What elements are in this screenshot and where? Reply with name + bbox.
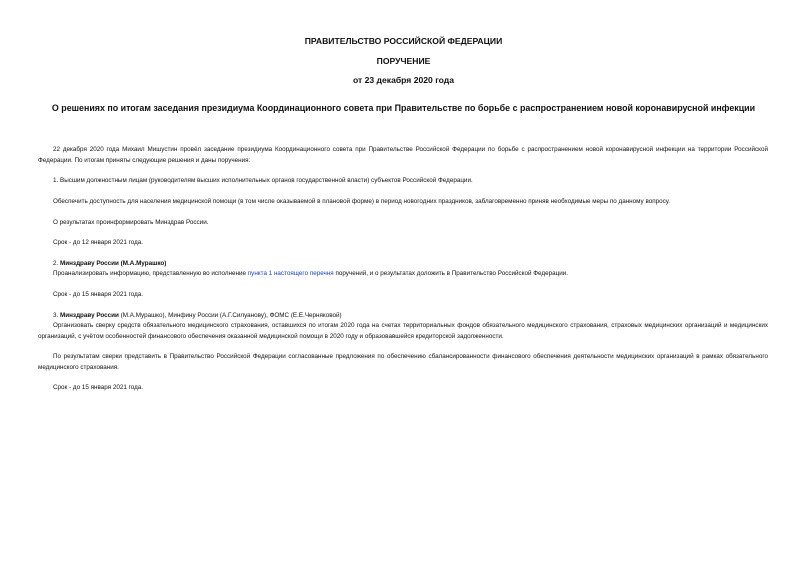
- item2-addressee: Минздраву России (М.А.Мурашко): [60, 260, 167, 267]
- item1-task: Обеспечить доступность для населения медицинской помощи (в том числе оказываемой в плановой форме) в период новогодних праздников, заблаговременно приняв необходимые меры по данному вопросу.: [53, 198, 671, 205]
- document-date: от 23 декабря 2020 года: [352, 75, 455, 85]
- item3-other-addressees: (М.А.Мурашко), Минфину России (А.Г.Силуанову), ФОМС (Е.Е.Черняковой): [118, 312, 342, 319]
- item2-number: 2.: [53, 260, 61, 267]
- document-subject: О решениях по итогам заседания президиума Координационного совета при Правительстве по борьбе с распространением новой коронавирусной инфекции: [51, 103, 756, 113]
- item2-reference-link[interactable]: пункта 1 настоящего перечня: [247, 270, 334, 277]
- item2-task-after: поручений, и о результатах доложить в Правительство Российской Федерации.: [333, 270, 568, 277]
- item2-deadline: Срок - до 15 января 2021 года.: [53, 291, 144, 298]
- item2-task: [38, 269, 768, 280]
- item1-report: О результатах проинформировать Минздрав России.: [53, 219, 209, 226]
- item3-task: Организовать сверку средств обязательного медицинского страхования, оставшихся по итогам 2020 года на счетах территориальных фондов обязательного медицинского страхования, страховых медицинских организаций и медицинских организаций, с учётом особенностей финансового обеспечения оказанной медицинской помощи в 2020 году и образовавшейся кредиторской задолженности.: [38, 322, 768, 340]
- item1-deadline: Срок - до 12 января 2021 года.: [53, 239, 144, 246]
- item3-deadline: Срок - до 15 января 2021 года.: [53, 384, 144, 391]
- item3-number: 3.: [53, 312, 61, 319]
- item3-addressee: Минздраву России: [60, 312, 119, 319]
- government-heading: ПРАВИТЕЛЬСТВО РОССИЙСКОЙ ФЕДЕРАЦИИ: [304, 36, 503, 46]
- item2-task-before: Проанализировать информацию, представленную во исполнение: [53, 270, 248, 277]
- item1-addressee: 1. Высшим должностным лицам (руководителям высших исполнительных органов государственной власти) субъектов Российской Федерации.: [53, 177, 473, 184]
- document-type-heading: ПОРУЧЕНИЕ: [376, 56, 431, 66]
- item2-header: [38, 259, 768, 270]
- intro-paragraph: 22 декабря 2020 года Михаил Мишустин провёл заседание президиума Координационного совета при Правительстве Российской Федерации по борьбе с распространением новой коронавирусной инфекции на территории Российской Федерации. По итогам приняты следующие решения и даны поручения:: [38, 146, 768, 164]
- item3-followup: По результатам сверки представить в Правительство Российской Федерации согласованные предложения по обеспечению сбалансированности финансового обеспечения деятельности медицинских организаций в рамках обязательного медицинского страхования.: [38, 353, 768, 371]
- item3-header: [38, 311, 768, 322]
